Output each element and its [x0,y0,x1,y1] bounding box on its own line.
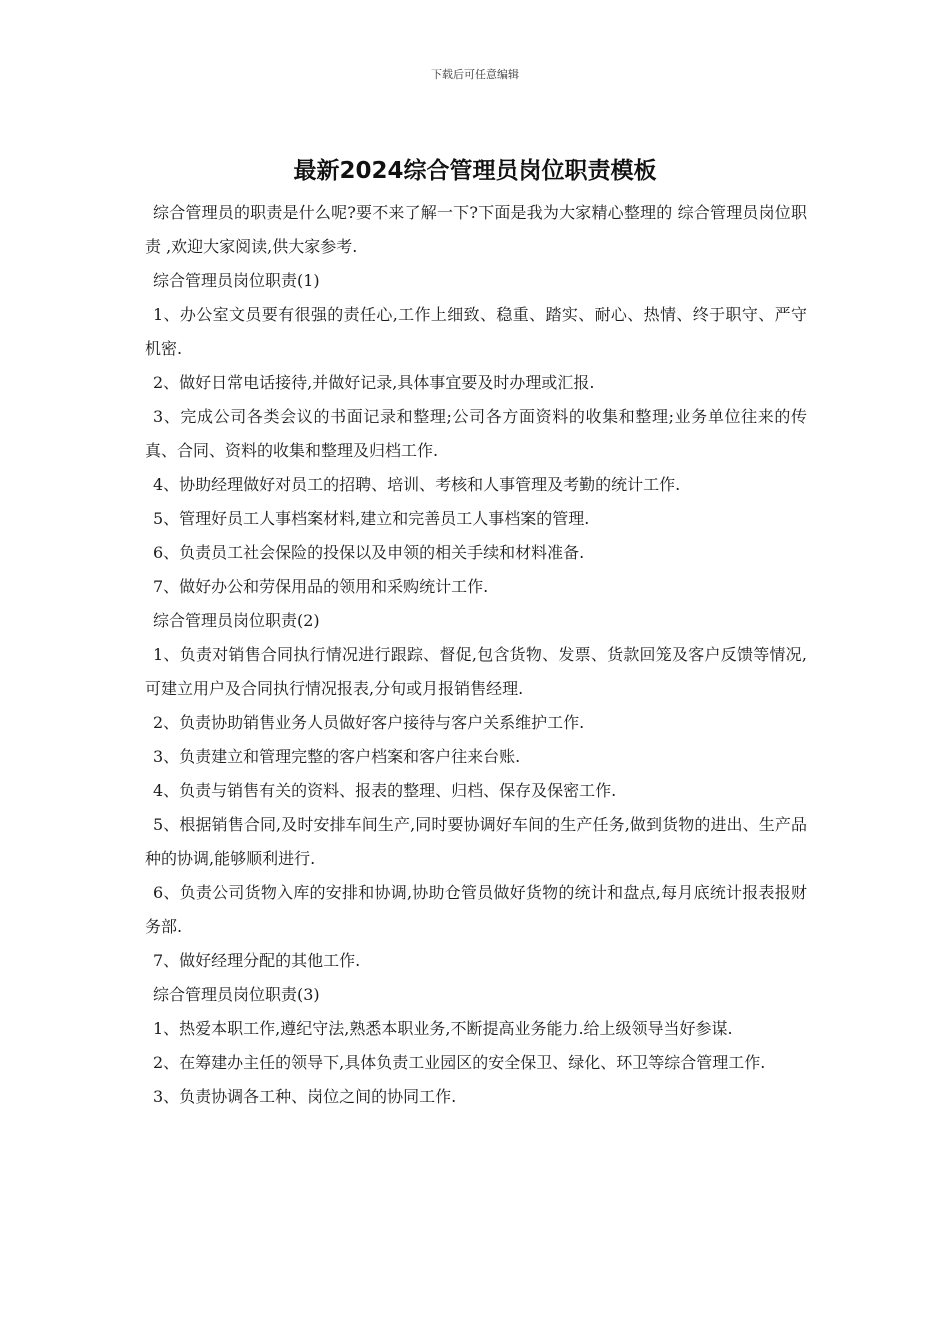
list-item: 3、完成公司各类会议的书面记录和整理;公司各方面资料的收集和整理;业务单位往来的传真、合同、资料的收集和整理及归档工作. [145,407,807,460]
list-item: 6、负责员工社会保险的投保以及申领的相关手续和材料准备. [153,543,585,562]
list-item: 1、办公室文员要有很强的责任心,工作上细致、稳重、踏实、耐心、热情、终于职守、严守机密. [145,305,807,358]
intro-paragraph: 综合管理员的职责是什么呢?要不来了解一下?下面是我为大家精心整理的 综合管理员岗位职责 ,欢迎大家阅读,供大家参考. [145,203,807,256]
header-note: 下载后可任意编辑 [431,68,519,81]
list-item: 4、负责与销售有关的资料、报表的整理、归档、保存及保密工作. [153,781,617,800]
list-item: 3、负责建立和管理完整的客户档案和客户往来台账. [153,747,521,766]
section-heading-2: 综合管理员岗位职责(2) [153,611,320,630]
section-heading-3: 综合管理员岗位职责(3) [153,985,320,1004]
list-item: 1、热爱本职工作,遵纪守法,熟悉本职业务,不断提高业务能力.给上级领导当好参谋. [153,1019,733,1038]
list-item: 5、根据销售合同,及时安排车间生产,同时要协调好车间的生产任务,做到货物的进出、生产品种的协调,能够顺利进行. [145,815,807,868]
document-body [145,196,807,1114]
list-item: 2、在筹建办主任的领导下,具体负责工业园区的安全保卫、绿化、环卫等综合管理工作. [153,1053,766,1072]
list-item: 2、做好日常电话接待,并做好记录,具体事宜要及时办理或汇报. [153,373,595,392]
list-item: 3、负责协调各工种、岗位之间的协同工作. [153,1087,457,1106]
section-heading-1: 综合管理员岗位职责(1) [153,271,320,290]
list-item: 1、负责对销售合同执行情况进行跟踪、督促,包含货物、发票、货款回笼及客户反馈等情况,可建立用户及合同执行情况报表,分旬或月报销售经理. [145,645,807,698]
list-item: 7、做好办公和劳保用品的领用和采购统计工作. [153,577,489,596]
list-item: 5、管理好员工人事档案材料,建立和完善员工人事档案的管理. [153,509,590,528]
list-item: 4、协助经理做好对员工的招聘、培训、考核和人事管理及考勤的统计工作. [153,475,681,494]
document-title: 最新2024综合管理员岗位职责模板 [293,158,657,184]
list-item: 7、做好经理分配的其他工作. [153,951,361,970]
list-item: 6、负责公司货物入库的安排和协调,协助仓管员做好货物的统计和盘点,每月底统计报表报财务部. [145,883,807,936]
list-item: 2、负责协助销售业务人员做好客户接待与客户关系维护工作. [153,713,585,732]
